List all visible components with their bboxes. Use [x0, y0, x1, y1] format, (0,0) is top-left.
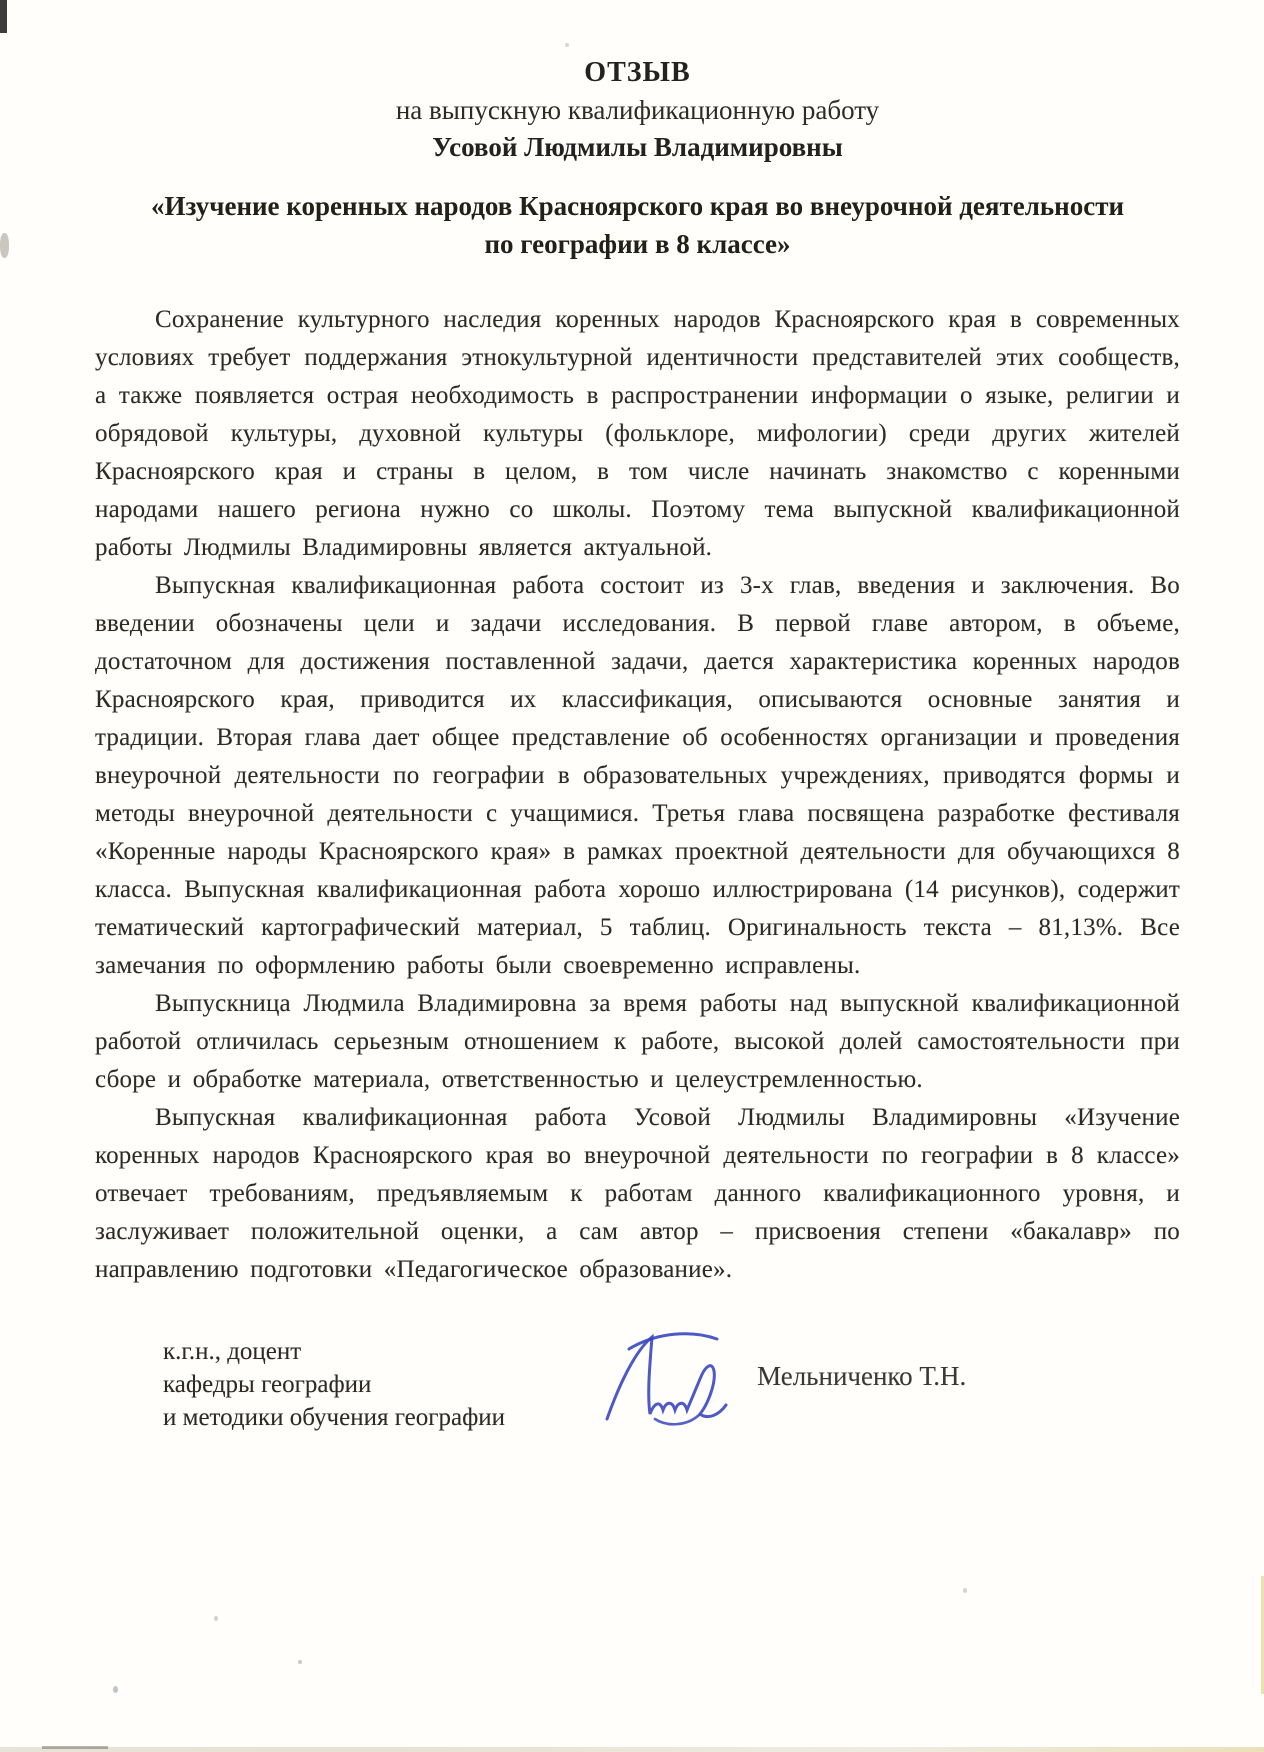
scan-dust-speck [565, 43, 569, 47]
document-type-heading: ОТЗЫВ [584, 57, 691, 88]
scan-dust-speck [963, 1588, 967, 1593]
work-title [95, 187, 1180, 263]
work-title-line-1: «Изучение коренных народов Красноярского края во внеурочной деятельности [150, 191, 1125, 221]
reviewer-name: Мельниченко Т.Н. [757, 1361, 967, 1391]
page-content [95, 0, 1180, 1439]
reviewer-position-line-2: кафедры географии [163, 1371, 372, 1398]
work-title-line-2: по географии в 8 классе» [484, 229, 791, 259]
paragraph: Сохранение культурного наследия коренных народов Красноярского края в современных условиях требует поддержания этнокультурной идентичности представителей этих сообществ, а также появляется острая необходимость в распространении информации о языке, религии и обрядовой культуры, духовной культуры (фольклоре, мифологии) среди других жителей Красноярского края и страны в целом, в том числе начинать знакомство с коренными народами нашего региона нужно со школы. Поэтому тема выпускной квалификационной работы Людмилы Владимировны является актуальной. [95, 306, 1180, 561]
reviewer-position [163, 1335, 505, 1434]
reviewer-position-line-3: и методики обучения географии [163, 1404, 506, 1431]
document-header [95, 0, 1180, 165]
scan-edge-artifact [0, 233, 9, 258]
scan-dust-speck [113, 1686, 118, 1693]
signature-block [95, 1335, 1180, 1439]
student-name: Усовой Людмилы Владимировны [432, 132, 843, 162]
paragraph: Выпускница Людмила Владимировна за время работы над выпускной квалификационной работой отличилась серьезным отношением к работе, высокой долей самостоятельности при сборе и обработке материала, ответственностью и целеустремленностью. [95, 990, 1180, 1093]
scan-dust-speck [298, 1660, 302, 1664]
handwritten-signature-icon [595, 1319, 745, 1439]
review-body [95, 301, 1180, 1289]
paragraph: Выпускная квалификационная работа состоит из 3-х глав, введения и заключения. Во введении обозначены цели и задачи исследования. В первой главе автором, в объеме, достаточном для достижения поставленной задачи, дается характеристика коренных народов Красноярского края, приводится их классификация, описываются основные занятия и традиции. Вторая глава дает общее представление об особенностях организации и проведения внеурочной деятельности по географии в образовательных учреждениях, приводятся формы и методы внеурочной деятельности с учащимися. Третья глава посвящена разработке фестиваля «Коренные народы Красноярского края» в рамках проектной деятельности для обучающихся 8 класса. Выпускная квалификационная работа хорошо иллюстрирована (14 рисунков), содержит тематический картографический материал, 5 таблиц. Оригинальность текста – 81,13%. Все замечания по оформлению работы были своевременно исправлены. [95, 572, 1180, 979]
paragraph: Выпускная квалификационная работа Усовой Людмилы Владимировны «Изучение коренных народов Красноярского края во внеурочной деятельности по географии в 8 классе» отвечает требованиям, предъявляемым к работам данного квалификационного уровня, и заслуживает положительной оценки, а сам автор – присвоения степени «бакалавр» по направлению подготовки «Педагогическое образование». [95, 1104, 1180, 1283]
scan-dust-speck [214, 1616, 218, 1621]
reviewer-position-line-1: к.г.н., доцент [163, 1338, 302, 1365]
signature-stroke-tail [655, 1415, 699, 1424]
scan-edge-artifact [0, 1747, 1264, 1752]
scan-edge-artifact [0, 0, 7, 33]
scan-edge-artifact [42, 1746, 108, 1749]
document-subtitle: на выпускную квалификационную работу [395, 95, 880, 125]
signature-stroke-main [607, 1337, 726, 1419]
